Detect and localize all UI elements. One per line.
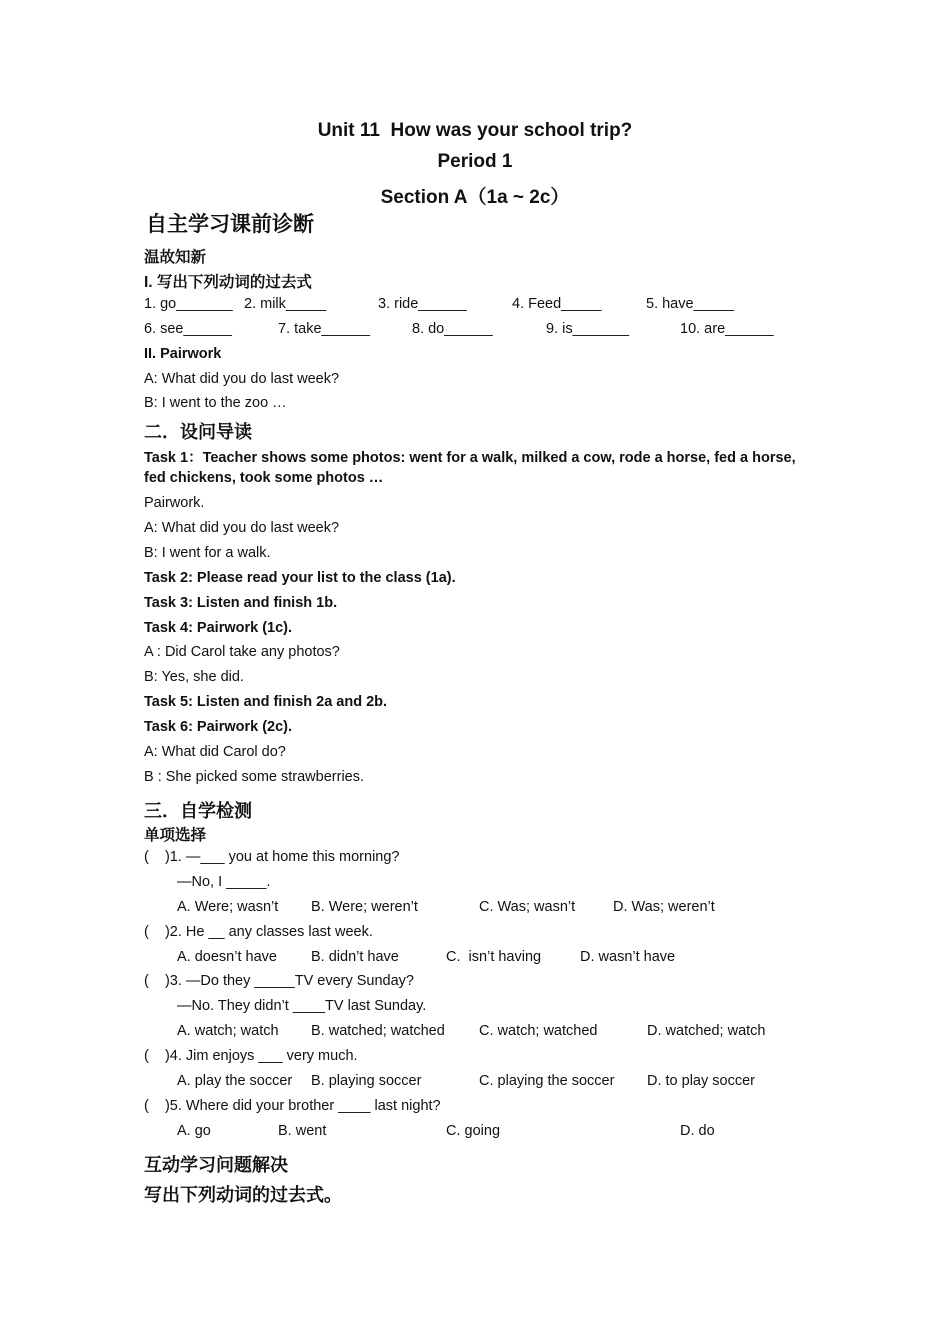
exercise1-title: I. 写出下列动词的过去式	[144, 274, 312, 291]
part2-heading: 二．设问导读	[144, 422, 252, 442]
ex1-item: 2. milk_____	[244, 296, 327, 312]
option: B. Were; weren’t	[311, 899, 418, 915]
unit-title: Unit 11 How was your school trip?	[317, 120, 633, 141]
dialog-line: B : She picked some strawberries.	[144, 769, 365, 785]
question-1-reply: —No, I _____.	[177, 874, 271, 890]
pairwork-label: Pairwork.	[144, 495, 205, 511]
option: D. watched; watch	[647, 1023, 766, 1039]
option: D. Was; weren’t	[613, 899, 715, 915]
section-title: Section A（1a ~ 2c）	[380, 187, 570, 208]
dialog-line: A: What did Carol do?	[144, 744, 286, 760]
option: A. play the soccer	[177, 1073, 293, 1089]
option: A. watch; watch	[177, 1023, 279, 1039]
task5: Task 5: Listen and finish 2a and 2b.	[144, 694, 388, 710]
question-4: ( )4. Jim enjoys ___ very much.	[144, 1048, 358, 1064]
option: C. Was; wasn’t	[479, 899, 576, 915]
option: A. doesn’t have	[177, 949, 277, 965]
task2: Task 2: Please read your list to the class (1a).	[144, 570, 456, 586]
dialog-line: A: What did you do last week?	[144, 371, 340, 387]
part3-subheading: 单项选择	[144, 827, 207, 844]
ex1-item: 3. ride______	[378, 296, 467, 312]
option: C. isn’t having	[446, 949, 542, 965]
ex1-item: 7. take______	[278, 321, 370, 337]
part1-heading: 自主学习课前诊断	[146, 213, 314, 236]
exercise2-title: II. Pairwork	[144, 346, 222, 362]
ex1-item: 10. are______	[680, 321, 774, 337]
task1-line2: fed chickens, took some photos …	[144, 470, 384, 486]
option: A. go	[177, 1123, 211, 1139]
ex1-item: 1. go_______	[144, 296, 233, 312]
question-5: ( )5. Where did your brother ____ last night?	[144, 1098, 441, 1114]
option: D. to play soccer	[647, 1073, 755, 1089]
ex1-item: 5. have_____	[646, 296, 734, 312]
option: C. watch; watched	[479, 1023, 598, 1039]
task6: Task 6: Pairwork (2c).	[144, 719, 293, 735]
option: C. going	[446, 1123, 501, 1139]
dialog-line: B: I went for a walk.	[144, 545, 271, 561]
ex1-item: 4. Feed_____	[512, 296, 602, 312]
dialog-line: B: I went to the zoo …	[144, 395, 287, 411]
task3: Task 3: Listen and finish 1b.	[144, 595, 338, 611]
part4-subheading: 写出下列动词的过去式。	[144, 1185, 342, 1205]
option: B. didn’t have	[311, 949, 399, 965]
option: B. watched; watched	[311, 1023, 445, 1039]
question-2: ( )2. He __ any classes last week.	[144, 924, 373, 940]
question-3-reply: —No. They didn’t ____TV last Sunday.	[177, 998, 427, 1014]
dialog-line: A : Did Carol take any photos?	[144, 644, 340, 660]
part4-heading: 互动学习问题解决	[144, 1155, 288, 1175]
dialog-line: B: Yes, she did.	[144, 669, 244, 685]
ex1-item: 9. is_______	[546, 321, 630, 337]
part3-heading: 三．自学检测	[144, 801, 252, 821]
period-title: Period 1	[437, 151, 513, 172]
part1-subheading: 温故知新	[144, 249, 207, 266]
option: D. do	[680, 1123, 715, 1139]
task4: Task 4: Pairwork (1c).	[144, 620, 293, 636]
ex1-item: 6. see______	[144, 321, 232, 337]
question-3: ( )3. —Do they _____TV every Sunday?	[144, 973, 414, 989]
task1-line1: Task 1：Teacher shows some photos: went for a walk, milked a cow, rode a horse, fed a horse,	[144, 450, 796, 466]
option: C. playing the soccer	[479, 1073, 615, 1089]
ex1-item: 8. do______	[412, 321, 493, 337]
question-1: ( )1. —___ you at home this morning?	[144, 849, 400, 865]
option: B. went	[278, 1123, 327, 1139]
dialog-line: A: What did you do last week?	[144, 520, 340, 536]
option: A. Were; wasn’t	[177, 899, 279, 915]
option: B. playing soccer	[311, 1073, 422, 1089]
option: D. wasn’t have	[580, 949, 676, 965]
